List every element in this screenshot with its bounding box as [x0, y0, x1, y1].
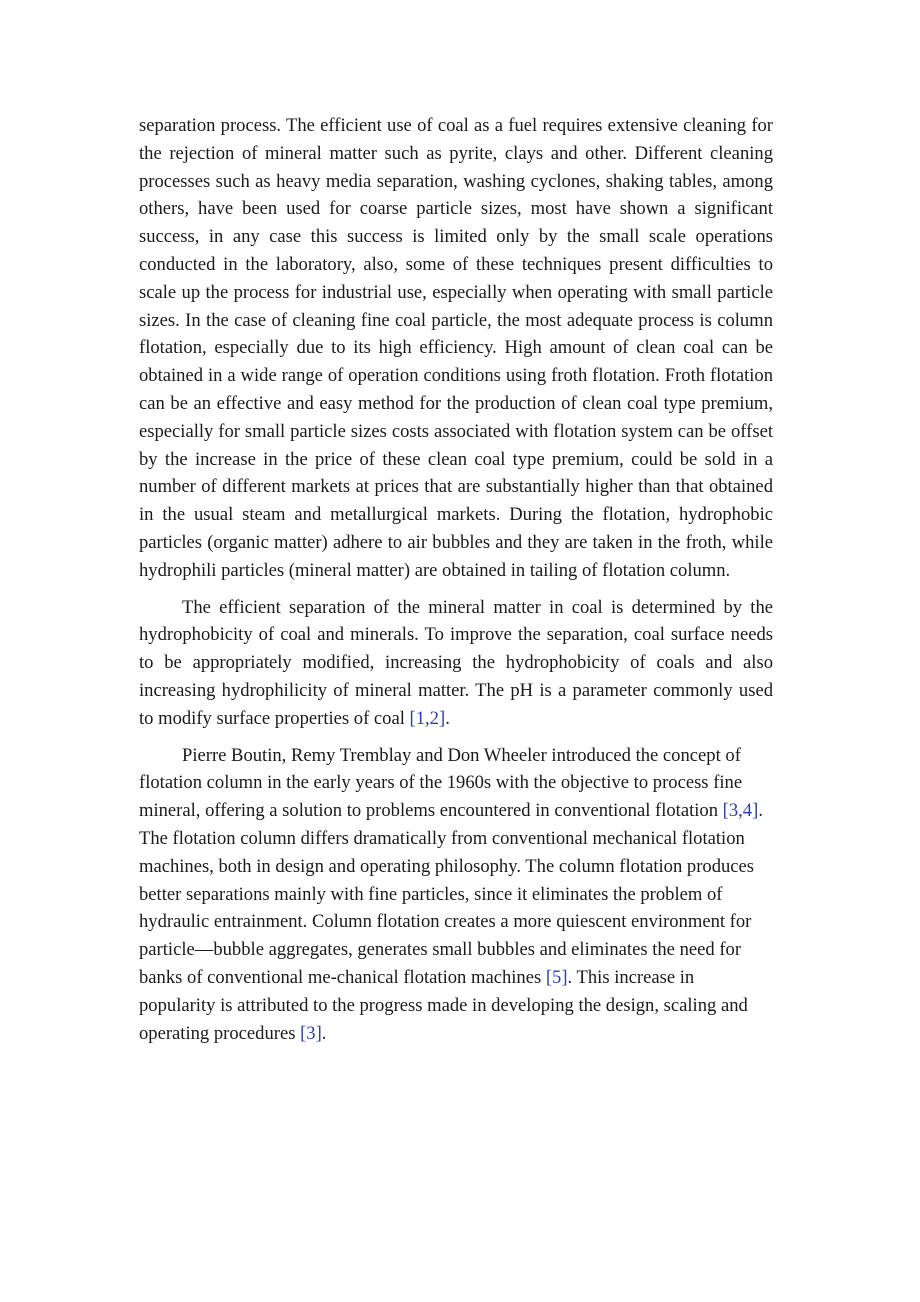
- paragraph-hydrophobicity: [139, 594, 773, 733]
- citation-link[interactable]: [1,2]: [409, 707, 446, 729]
- paragraph-column-flotation: [139, 742, 773, 1048]
- citation-link[interactable]: [5]: [545, 966, 568, 988]
- sentence-end: .: [445, 707, 450, 729]
- sentence-end: .: [321, 1022, 327, 1044]
- citation-link[interactable]: [3,4]: [722, 800, 759, 822]
- paragraph-coal-cleaning: [139, 112, 773, 585]
- paragraph-text: Pierre Boutin, Remy Tremblay and Don Wheeler introduced the concept of flotation column in the early years of the 1960s with the objective to process fine mineral, offering a solution to problems encountered in conventional flotation: [139, 744, 743, 822]
- document-body: [139, 112, 773, 1056]
- paragraph-text: . The flotation column differs dramatically from conventional mechanical flotation machines, both in design and operating philosophy. The column flotation produces better separations mainly with fine particles, since it eliminates the problem of hydraulic entrainment. Column flotation creates a more quiescent environment for particle—bubble aggregates, generates small bubbles and eliminates the need for banks of conventional me-chanical flotation machines: [139, 800, 763, 988]
- paragraph-text: separation process. The efficient use of coal as a fuel requires extensive cleaning for the rejection of mineral matter such as pyrite, clays and other. Different cleaning processes such as heavy media separation, washing cyclones, shaking tables, among others, have been used for coarse particle sizes, most have shown a significant success, in any case this success is limited only by the small scale operations conducted in the laboratory, also, some of these techniques present difficulties to scale up the process for industrial use, especially when operating with small particle sizes. In the case of cleaning fine coal particle, the most adequate process is column flotation, especially due to its high efficiency. High amount of clean coal can be obtained in a wide range of operation conditions using froth flotation. Froth flotation can be an effective and easy method for the production of clean coal type premium, especially for small particle sizes costs associated with flotation system can be offset by the increase in the price of these clean coal type premium, could be sold in a number of different markets at prices that are substantially higher than that obtained in the usual steam and metallurgical markets. During the flotation, hydrophobic particles (organic matter) adhere to air bubbles and they are taken in the froth, while hydrophili particles (mineral matter) are obtained in tailing of flotation column.: [139, 115, 773, 581]
- paragraph-text: . This increase in popularity is attributed to the progress made in developing the design, scaling and operating procedures: [139, 966, 748, 1044]
- citation-link[interactable]: [3]: [300, 1022, 322, 1044]
- paragraph-text: The efficient separation of the mineral matter in coal is determined by the hydrophobicity of coal and minerals. To improve the separation, coal surface needs to be appropriately modified, increasing the hydrophobicity of coals and also increasing hydrophilicity of mineral matter. The pH is a parameter commonly used to modify surface properties of coal: [139, 596, 773, 729]
